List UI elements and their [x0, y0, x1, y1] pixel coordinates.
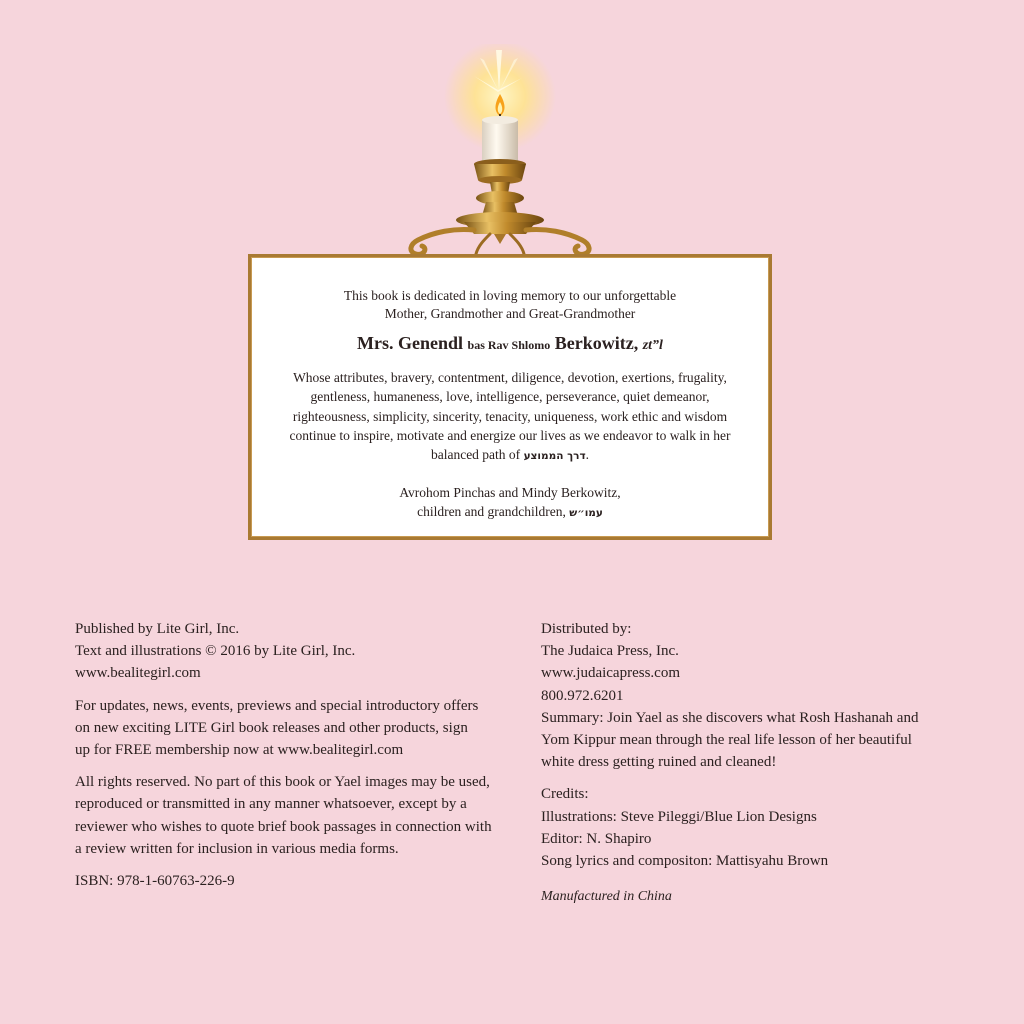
- dedication-intro-line-1: This book is dedicated in loving memory to our unforgettable: [343, 288, 677, 303]
- attributes-line-1: Whose attributes, bravery, contentment, diligence, devotion, exertions, frugality,: [293, 370, 727, 385]
- honoree-surname: Berkowitz,: [554, 333, 639, 353]
- attributes-line-4: continue to inspire, motivate and energize our lives as we endeavor to walk in her: [289, 427, 731, 443]
- distributor-website-link[interactable]: www.judaicapress.com: [541, 665, 680, 682]
- distributed-label: Distributed by:: [541, 621, 632, 637]
- copyright-line: Text and illustrations © 2016 by Lite Girl, Inc.: [75, 643, 356, 660]
- updates-line-1: For updates, news, events, previews and special introductory offers: [75, 697, 479, 714]
- attributes-line-5-end: .: [585, 447, 590, 463]
- manufactured-line: Manufactured in China: [541, 889, 672, 905]
- right-column: [541, 618, 961, 908]
- phone-number: 800.972.6201: [541, 687, 624, 704]
- candle-illustration: [394, 44, 610, 258]
- dedication-intro-line-2: Mother, Grandmother and Great-Grandmother: [384, 306, 636, 321]
- editor-credit: Editor: N. Shapiro: [541, 830, 652, 847]
- dedication-attributes: [270, 368, 750, 466]
- hebrew-amush: עמו״ש: [569, 507, 603, 520]
- honoree-patronymic: bas Rav Shlomo: [467, 338, 551, 352]
- song-credit: Song lyrics and compositon: Mattisyahu Brown: [541, 853, 829, 870]
- isbn-line: ISBN: 978-1-60763-226-9: [75, 873, 235, 890]
- rights-line-3: reviewer who wishes to quote brief book passages in connection with: [75, 818, 492, 835]
- dedication-box: [248, 254, 772, 540]
- attributes-line-3: righteousness, simplicity, sincerity, tenacity, uniqueness, work ethic and wisdom: [292, 408, 728, 424]
- signature-line-2: children and grandchildren,: [417, 504, 566, 520]
- distributor-name: The Judaica Press, Inc.: [541, 643, 679, 660]
- left-column: [75, 618, 525, 892]
- hebrew-derech-hamemutza: דרך הממוצע: [523, 450, 586, 463]
- publisher-line: Published by Lite Girl, Inc.: [75, 621, 240, 637]
- honoree-first-name: Mrs. Genendl: [357, 333, 464, 353]
- illustrations-credit: Illustrations: Steve Pileggi/Blue Lion Designs: [541, 808, 817, 825]
- dedication-signature: [251, 483, 769, 523]
- attributes-line-2: gentleness, humaneness, love, intelligence, perseverance, quiet demeanor,: [310, 389, 710, 405]
- summary-line-3: white dress getting ruined and cleaned!: [541, 754, 777, 771]
- rights-line-1: All rights reserved. No part of this book or Yael images may be used,: [75, 774, 490, 791]
- rights-line-2: reproduced or transmitted in any manner whatsoever, except by a: [75, 796, 467, 813]
- updates-line-3: up for FREE membership now at www.bealitegirl.com: [75, 742, 404, 759]
- summary-line-1: Summary: Join Yael as she discovers what Rosh Hashanah and: [541, 709, 919, 726]
- updates-line-2: on new exciting LITE Girl book releases and other products, sign: [75, 719, 468, 736]
- honoree-name: [251, 332, 769, 357]
- honoree-suffix: zt”l: [642, 338, 663, 353]
- credits-label: Credits:: [541, 786, 589, 803]
- rights-line-4: a review written for inclusion in various media forms.: [75, 840, 399, 857]
- candle-icon: [394, 44, 610, 258]
- signature-line-1: Avrohom Pinchas and Mindy Berkowitz,: [399, 485, 621, 501]
- attributes-line-5: balanced path of: [430, 447, 521, 463]
- website-link[interactable]: www.bealitegirl.com: [75, 665, 201, 682]
- summary-line-2: Yom Kippur mean through the real life lesson of her beautiful: [541, 732, 912, 749]
- dedication-intro: [251, 287, 769, 323]
